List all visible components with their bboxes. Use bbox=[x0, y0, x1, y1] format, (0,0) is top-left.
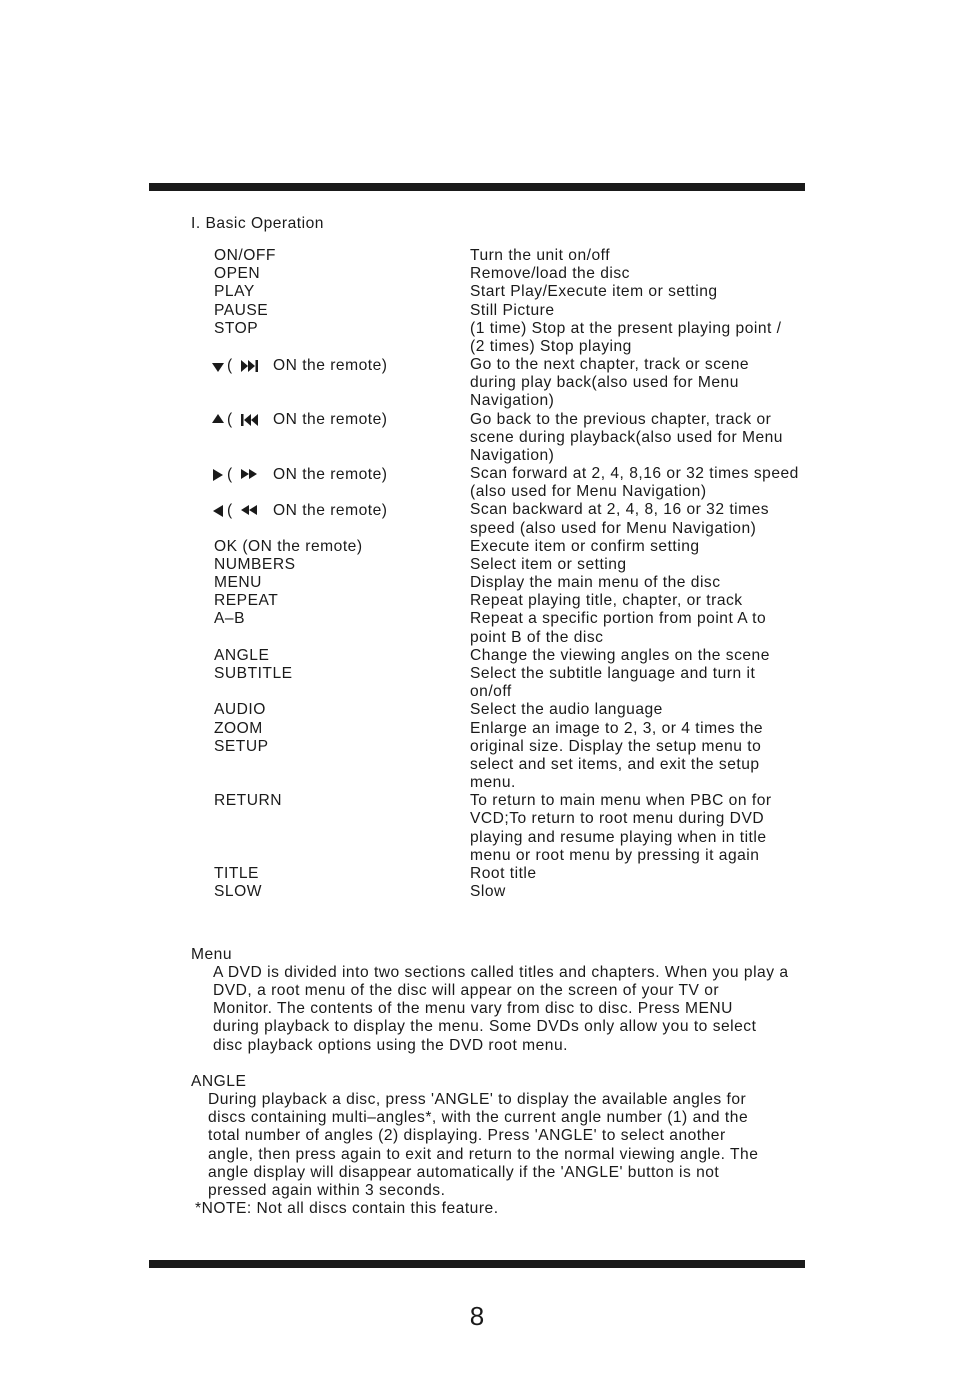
key-label-angle: ANGLE bbox=[214, 647, 270, 664]
open-paren: ( bbox=[227, 502, 233, 519]
fast-rewind-icon bbox=[239, 502, 261, 520]
key-label-return: RETURN bbox=[214, 792, 282, 809]
open-paren: ( bbox=[227, 357, 233, 374]
angle-paragraph-line2: discs containing multi–angles*, with the current angle number (1) and the bbox=[208, 1109, 749, 1126]
desc-return-line4: menu or root menu by pressing it again bbox=[470, 847, 760, 864]
angle-paragraph-line3: total number of angles (2) displaying. Press 'ANGLE' to select another bbox=[208, 1127, 726, 1144]
desc-a-b-line1: Repeat a specific portion from point A to bbox=[470, 610, 767, 627]
menu-paragraph-line1: A DVD is divided into two sections called titles and chapters. When you play a bbox=[213, 964, 789, 981]
key-label-audio: AUDIO bbox=[214, 701, 266, 718]
key-label-repeat: REPEAT bbox=[214, 592, 279, 609]
key-label-a-b: A–B bbox=[214, 610, 245, 627]
left-triangle-icon bbox=[210, 502, 226, 520]
angle-paragraph-line6: pressed again within 3 seconds. bbox=[208, 1182, 446, 1199]
desc-forward-line1: Scan forward at 2, 4, 8,16 or 32 times speed bbox=[470, 465, 799, 482]
key-label-open: OPEN bbox=[214, 265, 261, 282]
desc-ok: Execute item or confirm setting bbox=[470, 538, 700, 555]
previous-chapter-icon bbox=[239, 411, 261, 429]
menu-paragraph-line2: DVD, a root menu of the disc will appear on the screen of your TV or bbox=[213, 982, 720, 999]
remote-label: ON the remote) bbox=[273, 411, 388, 428]
up-triangle-icon bbox=[210, 411, 226, 429]
desc-menu: Display the main menu of the disc bbox=[470, 574, 721, 591]
desc-slow: Slow bbox=[470, 883, 506, 900]
desc-zoom: Enlarge an image to 2, 3, or 4 times the bbox=[470, 720, 764, 737]
angle-heading: ANGLE bbox=[191, 1073, 247, 1090]
angle-note: *NOTE: Not all discs contain this feature. bbox=[195, 1200, 499, 1217]
key-label-numbers: NUMBERS bbox=[214, 556, 296, 573]
menu-paragraph-line5: disc playback options using the DVD root menu. bbox=[213, 1037, 568, 1054]
desc-setup-line3: menu. bbox=[470, 774, 516, 791]
menu-heading: Menu bbox=[191, 946, 233, 963]
desc-numbers: Select item or setting bbox=[470, 556, 627, 573]
key-label-slow: SLOW bbox=[214, 883, 262, 900]
angle-paragraph-line5: angle display will disappear automatically if the 'ANGLE' button is not bbox=[208, 1164, 720, 1181]
desc-angle: Change the viewing angles on the scene bbox=[470, 647, 770, 664]
key-label-subtitle: SUBTITLE bbox=[214, 665, 293, 682]
desc-a-b-line2: point B of the disc bbox=[470, 629, 604, 646]
desc-rewind-line1: Scan backward at 2, 4, 8, 16 or 32 times bbox=[470, 501, 770, 518]
down-triangle-icon bbox=[210, 357, 226, 375]
key-label-play: PLAY bbox=[214, 283, 255, 300]
desc-return-line1: To return to main menu when PBC on for bbox=[470, 792, 772, 809]
next-chapter-icon bbox=[239, 357, 261, 375]
desc-next-line1: Go to the next chapter, track or scene bbox=[470, 356, 750, 373]
desc-stop-line1: (1 time) Stop at the present playing point / bbox=[470, 320, 782, 337]
key-label-on-off: ON/OFF bbox=[214, 247, 276, 264]
desc-rewind-line2: speed (also used for Menu Navigation) bbox=[470, 520, 757, 537]
key-label-title: TITLE bbox=[214, 865, 259, 882]
angle-paragraph-line4: angle, then press again to exit and return to the normal viewing angle. The bbox=[208, 1146, 759, 1163]
key-label-zoom: ZOOM bbox=[214, 720, 263, 737]
angle-paragraph-line1: During playback a disc, press 'ANGLE' to display the available angles for bbox=[208, 1091, 747, 1108]
open-paren: ( bbox=[227, 411, 233, 428]
desc-previous-line3: Navigation) bbox=[470, 447, 555, 464]
key-label-ok: OK (ON the remote) bbox=[214, 538, 363, 555]
desc-subtitle-line1: Select the subtitle language and turn it bbox=[470, 665, 756, 682]
key-label-stop: STOP bbox=[214, 320, 259, 337]
fast-forward-icon bbox=[239, 466, 261, 484]
desc-setup-line2: select and set items, and exit the setup bbox=[470, 756, 760, 773]
desc-return-line3: playing and resume playing when in title bbox=[470, 829, 767, 846]
section-title: I. Basic Operation bbox=[191, 215, 324, 232]
remote-label: ON the remote) bbox=[273, 357, 388, 374]
desc-next-line2: during play back(also used for Menu bbox=[470, 374, 739, 391]
desc-title: Root title bbox=[470, 865, 537, 882]
open-paren: ( bbox=[227, 466, 233, 483]
key-label-setup: SETUP bbox=[214, 738, 269, 755]
right-triangle-icon bbox=[210, 466, 226, 484]
menu-paragraph-line3: Monitor. The contents of the menu vary from disc to disc. Press MENU bbox=[213, 1000, 733, 1017]
remote-label: ON the remote) bbox=[273, 502, 388, 519]
desc-pause: Still Picture bbox=[470, 302, 555, 319]
desc-next-line3: Navigation) bbox=[470, 392, 555, 409]
desc-stop-line2: (2 times) Stop playing bbox=[470, 338, 632, 355]
desc-return-line2: VCD;To return to root menu during DVD bbox=[470, 810, 765, 827]
bottom-rule bbox=[149, 1260, 805, 1268]
desc-audio: Select the audio language bbox=[470, 701, 663, 718]
desc-play: Start Play/Execute item or setting bbox=[470, 283, 718, 300]
top-rule bbox=[149, 183, 805, 191]
key-label-pause: PAUSE bbox=[214, 302, 269, 319]
desc-previous-line2: scene during playback(also used for Menu bbox=[470, 429, 783, 446]
remote-label: ON the remote) bbox=[273, 466, 388, 483]
desc-subtitle-line2: on/off bbox=[470, 683, 512, 700]
desc-forward-line2: (also used for Menu Navigation) bbox=[470, 483, 707, 500]
desc-setup-line1: original size. Display the setup menu to bbox=[470, 738, 762, 755]
desc-previous-line1: Go back to the previous chapter, track or bbox=[470, 411, 772, 428]
desc-open: Remove/load the disc bbox=[470, 265, 630, 282]
desc-repeat: Repeat playing title, chapter, or track bbox=[470, 592, 743, 609]
key-label-menu: MENU bbox=[214, 574, 262, 591]
page-number: 8 bbox=[469, 1301, 485, 1331]
menu-paragraph-line4: during playback to display the menu. Some DVDs only allow you to select bbox=[213, 1018, 757, 1035]
desc-on-off: Turn the unit on/off bbox=[470, 247, 611, 264]
